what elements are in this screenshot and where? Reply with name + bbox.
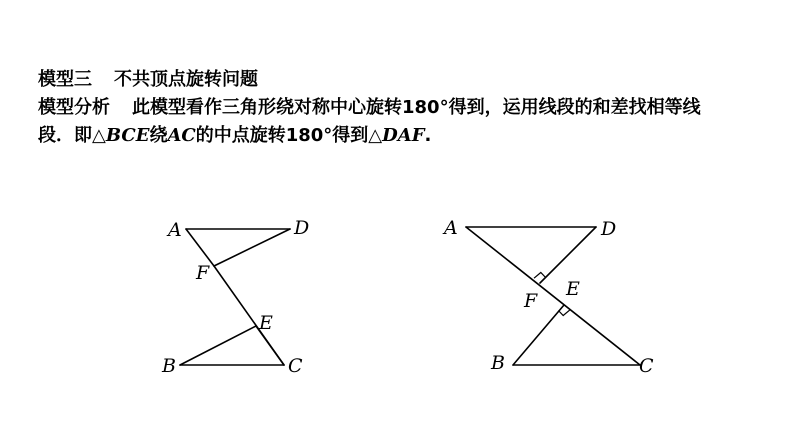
right-angle-mark-f	[534, 273, 546, 279]
heading-number: 模型三	[38, 69, 92, 90]
label-a-right: A	[444, 217, 458, 239]
heading-title: 不共顶点旋转问题	[114, 69, 258, 90]
triangle-daf: DAF	[382, 125, 425, 146]
triangle-bce: BCE	[105, 125, 150, 146]
segment-dc	[540, 227, 596, 283]
label-f-right: F	[524, 290, 538, 312]
segment-ac	[466, 227, 640, 365]
analysis-text-2a: 段．即△	[38, 125, 106, 146]
label-b-right: B	[491, 352, 505, 374]
label-d-left: D	[294, 217, 310, 239]
analysis-text-1: 此模型看作三角形绕对称中心旋转180°得到，运用线段的和差找相等线	[132, 97, 701, 118]
label-c-right: C	[639, 355, 654, 377]
analysis-text-2b: 绕	[149, 125, 168, 146]
analysis-label: 模型分析	[38, 97, 110, 118]
label-e-left: E	[259, 312, 273, 334]
label-e-right: E	[566, 278, 580, 300]
segment-be	[513, 305, 564, 365]
label-d-right: D	[601, 218, 617, 240]
segment-ac: AC	[167, 125, 196, 146]
analysis-text-2c: 的中点旋转180°得到△	[195, 125, 383, 146]
label-f-left: F	[196, 262, 210, 284]
analysis-text-2d: .	[424, 125, 432, 146]
label-c-left: C	[288, 355, 303, 377]
label-b-left: B	[162, 355, 176, 377]
label-a-left: A	[168, 219, 182, 241]
